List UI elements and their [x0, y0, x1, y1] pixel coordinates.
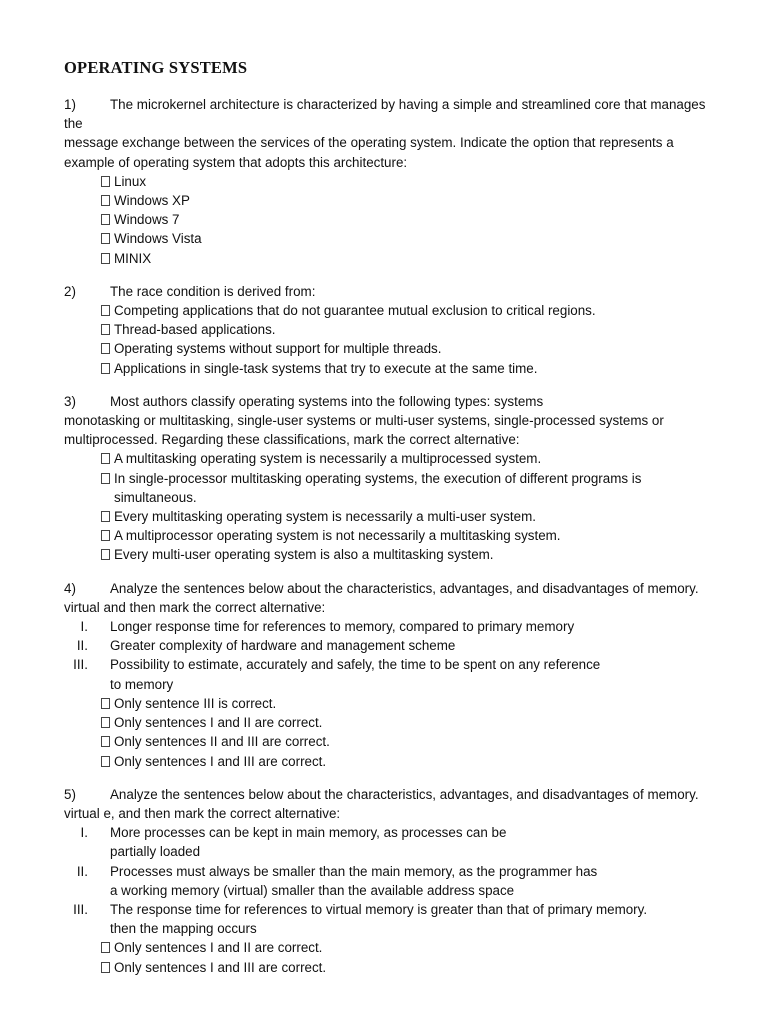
option[interactable] — [64, 752, 724, 771]
option-label: Only sentence III is correct. — [114, 695, 277, 711]
checkbox-icon[interactable] — [101, 698, 110, 709]
sentence — [64, 617, 724, 636]
question-stem — [64, 579, 724, 598]
document-title: OPERATING SYSTEMS — [64, 58, 248, 77]
roman-numeral: I. — [80, 825, 88, 841]
checkbox-icon[interactable] — [101, 324, 110, 335]
option[interactable] — [64, 210, 724, 229]
question-number: 4) — [64, 580, 76, 596]
question-1 — [64, 95, 724, 268]
checkbox-icon[interactable] — [101, 549, 110, 560]
sentence-text: Greater complexity of hardware and management scheme — [110, 638, 456, 654]
checkbox-icon[interactable] — [101, 214, 110, 225]
question-3 — [64, 392, 724, 565]
option[interactable] — [64, 526, 724, 545]
sentence — [64, 900, 724, 938]
option-label: Windows 7 — [114, 212, 180, 228]
option[interactable] — [64, 449, 724, 468]
sentence-continuation: a working memory (virtual) smaller than the available address space — [110, 882, 515, 898]
sentence-text: Longer response time for references to memory, compared to primary memory — [110, 619, 575, 635]
roman-numeral: II. — [76, 638, 88, 654]
checkbox-icon[interactable] — [101, 195, 110, 206]
roman-numeral: II. — [76, 863, 88, 879]
question-stem-first-line: Most authors classify operating systems into the following types: systems — [110, 393, 544, 409]
checkbox-icon[interactable] — [101, 343, 110, 354]
roman-numeral: III. — [73, 901, 88, 917]
sentence-continuation: to memory — [110, 676, 174, 692]
option[interactable] — [64, 469, 724, 507]
question-stem — [64, 95, 724, 133]
question-number: 5) — [64, 786, 76, 802]
option[interactable] — [64, 339, 724, 358]
option[interactable] — [64, 507, 724, 526]
checkbox-icon[interactable] — [101, 736, 110, 747]
option-label: Windows XP — [114, 193, 190, 209]
checkbox-icon[interactable] — [101, 233, 110, 244]
checkbox-icon[interactable] — [101, 530, 110, 541]
question-stem-line: virtual e, and then mark the correct alternative: — [64, 805, 341, 821]
option[interactable] — [64, 172, 724, 191]
checkbox-icon[interactable] — [101, 717, 110, 728]
option-label: Competing applications that do not guarantee mutual exclusion to critical regions. — [114, 303, 596, 319]
sentence-text: The response time for references to virtual memory is greater than that of primary memory. — [110, 901, 648, 917]
checkbox-icon[interactable] — [101, 176, 110, 187]
question-stem — [64, 392, 724, 411]
question-4 — [64, 579, 724, 771]
question-number: 1) — [64, 97, 76, 112]
option-label-continuation: simultaneous. — [114, 489, 197, 505]
option-label: Applications in single-task systems that try to execute at the same time. — [114, 360, 538, 376]
option-label: Every multi-user operating system is also a multitasking system. — [114, 547, 494, 563]
option-label: Operating systems without support for multiple threads. — [114, 341, 442, 357]
option[interactable] — [64, 301, 724, 320]
question-stem-line: multiprocessed. Regarding these classifications, mark the correct alternative: — [64, 432, 520, 448]
question-stem-first-line: The race condition is derived from: — [110, 283, 316, 299]
option-label: Windows Vista — [114, 231, 202, 247]
option[interactable] — [64, 320, 724, 339]
question-2 — [64, 282, 724, 378]
question-stem-first-line: Analyze the sentences below about the characteristics, advantages, and disadvantages of memory. — [110, 786, 699, 802]
sentence-text: Possibility to estimate, accurately and safely, the time to be spent on any reference — [110, 657, 601, 673]
sentence-text: Processes must always be smaller than the main memory, as the programmer has — [110, 863, 598, 879]
question-5 — [64, 785, 724, 977]
question-stem-line: example of operating system that adopts this architecture: — [64, 154, 408, 170]
question-stem-first-line: The microkernel architecture is characterized by having a simple and streamlined core that manages the — [64, 97, 706, 132]
checkbox-icon[interactable] — [101, 453, 110, 464]
checkbox-icon[interactable] — [101, 511, 110, 522]
option[interactable] — [64, 229, 724, 248]
sentence-text: More processes can be kept in main memory, as processes can be — [110, 825, 507, 841]
question-stem-line: message exchange between the services of the operating system. Indicate the option that represents a — [64, 135, 674, 151]
option-label: MINIX — [114, 250, 152, 266]
roman-numeral: I. — [80, 619, 88, 635]
option[interactable] — [64, 191, 724, 210]
question-stem-line: monotasking or multitasking, single-user systems or multi-user systems, single-processed systems or — [64, 413, 664, 429]
option-label: Only sentences I and II are correct. — [114, 715, 323, 731]
option[interactable] — [64, 249, 724, 268]
question-number: 2) — [64, 283, 76, 299]
checkbox-icon[interactable] — [101, 962, 110, 973]
roman-numeral: III. — [73, 657, 88, 673]
sentence — [64, 636, 724, 655]
question-stem-line: virtual and then mark the correct alternative: — [64, 599, 326, 615]
option-label: A multitasking operating system is necessarily a multiprocessed system. — [114, 451, 542, 467]
option-label: Only sentences I and III are correct. — [114, 753, 327, 769]
checkbox-icon[interactable] — [101, 253, 110, 264]
sentence-continuation: partially loaded — [110, 844, 201, 860]
option-label: Only sentences I and III are correct. — [114, 959, 327, 975]
sentence — [64, 655, 724, 693]
option[interactable] — [64, 732, 724, 751]
sentence — [64, 823, 724, 861]
option[interactable] — [64, 694, 724, 713]
question-stem — [64, 785, 724, 804]
option[interactable] — [64, 958, 724, 977]
checkbox-icon[interactable] — [101, 756, 110, 767]
option-label: Thread-based applications. — [114, 322, 276, 338]
checkbox-icon[interactable] — [101, 363, 110, 374]
option-label: Linux — [114, 173, 147, 189]
option[interactable] — [64, 938, 724, 957]
checkbox-icon[interactable] — [101, 942, 110, 953]
option-label: In single-processor multitasking operating systems, the execution of different programs is — [114, 470, 642, 486]
option[interactable] — [64, 545, 724, 564]
sentence — [64, 862, 724, 900]
checkbox-icon[interactable] — [101, 305, 110, 316]
option[interactable] — [64, 713, 724, 732]
question-number: 3) — [64, 393, 76, 409]
option[interactable] — [64, 359, 724, 378]
option-label: Only sentences I and II are correct. — [114, 940, 323, 956]
option-label: Only sentences II and III are correct. — [114, 734, 330, 750]
option-label: Every multitasking operating system is necessarily a multi-user system. — [114, 509, 536, 525]
checkbox-icon[interactable] — [101, 473, 110, 484]
question-stem — [64, 282, 724, 301]
option-label: A multiprocessor operating system is not necessarily a multitasking system. — [114, 528, 561, 544]
question-stem-first-line: Analyze the sentences below about the characteristics, advantages, and disadvantages of memory. — [110, 580, 699, 596]
sentence-continuation: then the mapping occurs — [110, 921, 257, 937]
